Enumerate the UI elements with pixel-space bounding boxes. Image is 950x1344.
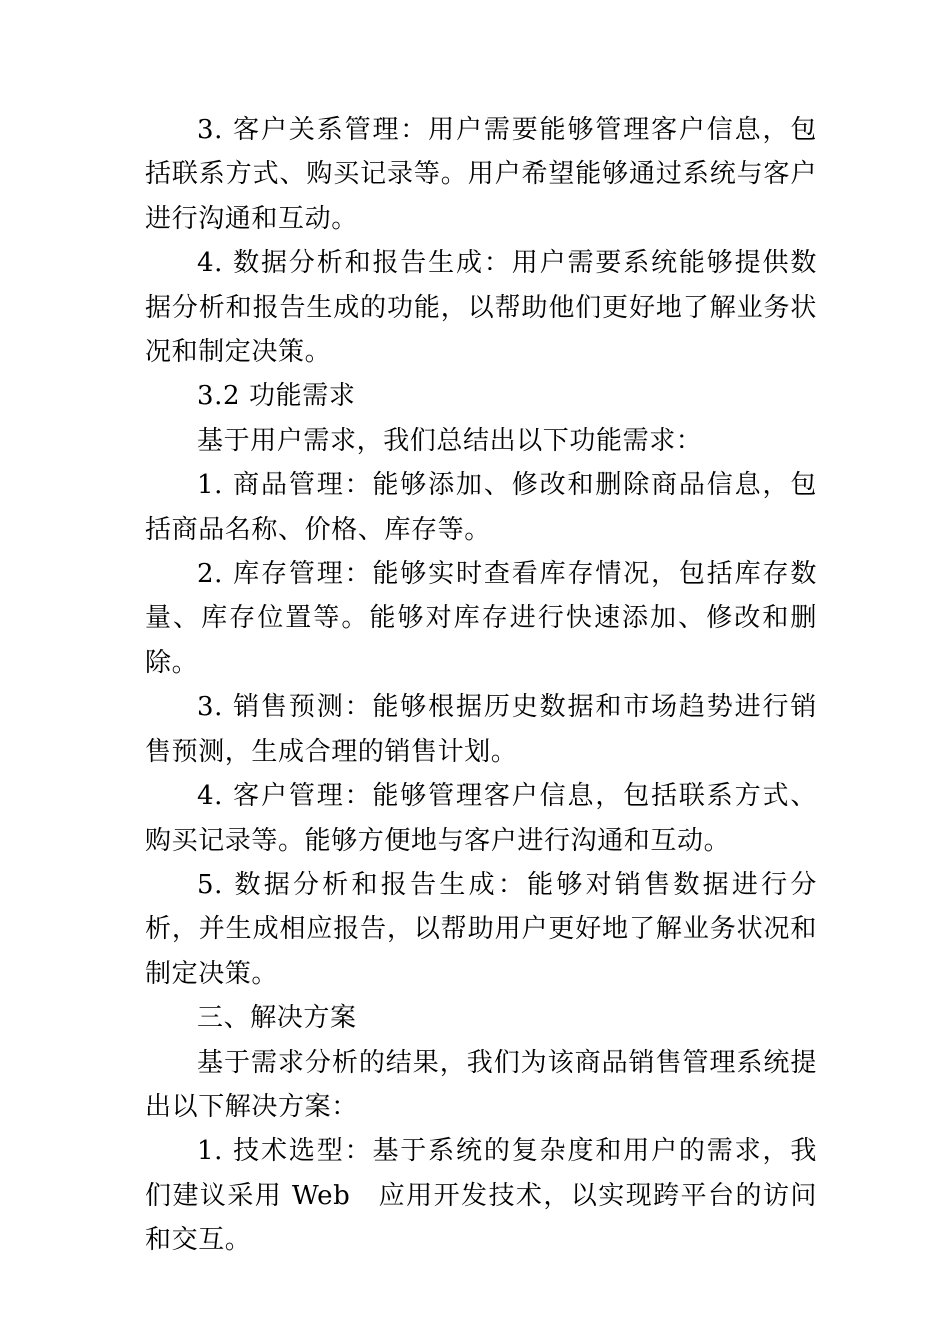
paragraph-product-management: 1. 商品管理：能够添加、修改和删除商品信息，包括商品名称、价格、库存等。 <box>145 470 817 545</box>
document-body <box>145 108 817 1263</box>
paragraph-solution-intro: 基于需求分析的结果，我们为该商品销售管理系统提出以下解决方案： <box>145 1047 817 1122</box>
paragraph-data-analysis-requirement: 4. 数据分析和报告生成：用户需要系统能够提供数据分析和报告生成的功能，以帮助他们更好地了解业务状况和制定决策。 <box>145 248 817 368</box>
paragraph-functional-intro: 基于用户需求，我们总结出以下功能需求： <box>197 425 703 456</box>
paragraph-inventory-management: 2. 库存管理：能够实时查看库存情况，包括库存数量、库存位置等。能够对库存进行快速添加、修改和删除。 <box>145 559 817 678</box>
paragraph-data-analysis-function: 5. 数据分析和报告生成：能够对销售数据进行分析，并生成相应报告，以帮助用户更好地了解业务状况和制定决策。 <box>145 869 817 989</box>
paragraph-sales-forecast: 3. 销售预测：能够根据历史数据和市场趋势进行销售预测，生成合理的销售计划。 <box>145 692 817 767</box>
paragraph-technology-selection: 1. 技术选型：基于系统的复杂度和用户的需求，我们建议采用 Web 应用开发技术，以实现跨平台的访问和交互。 <box>145 1136 817 1256</box>
section-heading-functional-requirements: 3.2 功能需求 <box>197 381 356 412</box>
paragraph-customer-management: 4. 客户管理：能够管理客户信息，包括联系方式、购买记录等。能够方便地与客户进行沟通和互动。 <box>145 781 817 856</box>
section-heading-solution: 三、解决方案 <box>197 1003 357 1034</box>
paragraph-customer-relationship: 3. 客户关系管理：用户需要能够管理客户信息，包括联系方式、购买记录等。用户希望能够通过系统与客户进行沟通和互动。 <box>145 115 817 234</box>
